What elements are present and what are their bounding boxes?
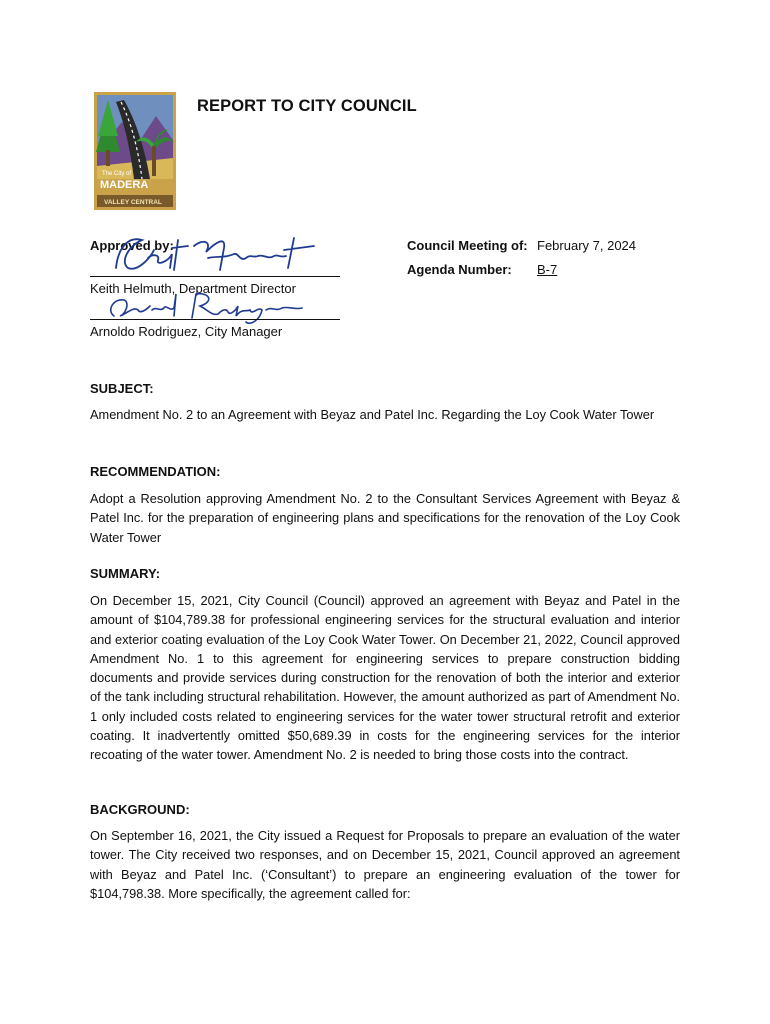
council-meeting-label: Council Meeting of:: [407, 238, 528, 253]
report-title: REPORT TO CITY COUNCIL: [197, 97, 417, 115]
approved-by-label: Approved by:: [90, 238, 174, 253]
summary-text: On December 15, 2021, City Council (Council) approved an agreement with Beyaz and Patel in the amount of $104,789.38 for professional engineering services for the structural evaluation and interior and exterior coating evaluation of the Loy Cook Water Tower. On December 21, 2022, Council approved Amendment No. 1 to this agreement for engineering services to prepare construction bidding documents and provide services during construction for the renovation of both the interior and exterior of the tank including structural rehabilitation. However, the amount authorized as part of Amendment No. 1 only included costs related to engineering services for the water tower structural retrofit and exterior coating. It inadvertently omitted $50,689.39 in costs for the engineering services for the interior recoating of the water tower. Amendment No. 2 is needed to bring those costs into the contract.: [90, 593, 680, 763]
summary-heading: SUMMARY:: [90, 566, 161, 581]
council-meeting-date: February 7, 2024: [537, 238, 637, 253]
agenda-number-value: B-7: [537, 262, 558, 277]
recommendation-text: Adopt a Resolution approving Amendment No. 2 to the Consultant Services Agreement with Beyaz & Patel Inc. for the preparation of engineering plans and specifications for the renovation of the Loy Cook Water Tower: [90, 491, 680, 545]
signature-keith-helmuth: [108, 228, 328, 278]
subject-heading: SUBJECT:: [90, 381, 154, 396]
background-heading: BACKGROUND:: [90, 802, 190, 817]
signature-line-2: [90, 319, 340, 320]
signature-line-1: [90, 276, 340, 277]
recommendation-heading: RECOMMENDATION:: [90, 464, 221, 479]
subject-text: Amendment No. 2 to an Agreement with Beyaz and Patel Inc. Regarding the Loy Cook Water Tower: [90, 407, 655, 422]
city-of-madera-logo: [94, 92, 176, 210]
logo-text-cityof: The City of: [102, 171, 132, 177]
agenda-number-label: Agenda Number:: [407, 262, 512, 277]
background-text: On September 16, 2021, the City issued a Request for Proposals to prepare an evaluation of the water tower. The City received two responses, and on December 15, 2021, Council approved an agreement with Beyaz and Patel Inc. (‘Consultant’) to prepare an engineering evaluation of the tower for $104,798.38. More specifically, the agreement called for:: [90, 828, 680, 901]
logo-text-valley: VALLEY CENTRAL: [104, 199, 162, 206]
approver-city-manager: Arnoldo Rodriguez, City Manager: [90, 324, 283, 339]
logo-text-madera: MADERA: [100, 179, 149, 191]
approver-department-director: Keith Helmuth, Department Director: [90, 281, 296, 296]
